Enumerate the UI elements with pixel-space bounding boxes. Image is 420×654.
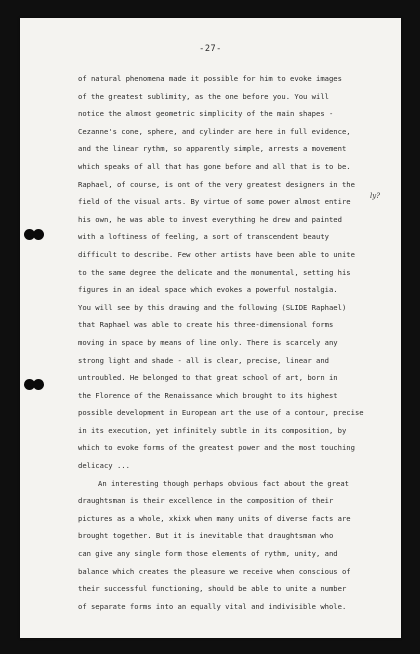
text-line: in its execution, yet infinitely subtle in its composition, by (78, 425, 347, 435)
text-line: which to evoke forms of the greatest power and the most touching (78, 443, 355, 453)
handwritten-margin-mark: ly? (370, 192, 380, 200)
text-line: of natural phenomena made it possible for him to evoke images (78, 74, 342, 83)
punch-hole (33, 229, 44, 240)
text-line: difficult to describe. Few other artists have been able to unite (78, 249, 355, 259)
text-line: Cezanne's cone, sphere, and cylinder are here in full evidence, (78, 126, 351, 136)
punch-hole (33, 379, 44, 390)
text-line: figures in an ideal space which evokes a powerful nostalgia. (78, 285, 338, 295)
text-line: field of the visual arts. By virtue of some power almost entire (78, 197, 351, 207)
typed-page (20, 18, 401, 638)
text-line: of the greatest sublimity, as the one before you. You will (78, 91, 329, 101)
text-line: moving in space by means of line only. There is scarcely any (78, 337, 338, 347)
text-line: with a loftiness of feeling, a sort of transcendent beauty (78, 232, 329, 242)
text-line: pictures as a whole, xkixk when many units of diverse facts are (78, 513, 351, 523)
text-line: their successful functioning, should be able to unite a number (78, 584, 347, 594)
text-line: which speaks of all that has gone before and all that is to be. (78, 161, 351, 171)
text-line: that Raphael was able to create his three-dimensional forms (78, 320, 334, 330)
text-line: balance which creates the pleasure we receive when conscious of (78, 566, 351, 576)
text-line: delicacy ... (78, 461, 130, 471)
text-line: strong light and shade - all is clear, precise, linear and (78, 355, 329, 365)
text-line: and the linear rythm, so apparently simple, arrests a movement (78, 144, 347, 154)
text-line: Raphael, of course, is ont of the very greatest designers in the (78, 179, 355, 189)
body-text (78, 70, 398, 615)
text-line: brought together. But it is inevitable that draughtsman who (78, 531, 334, 541)
text-line: his own, he was able to invest everything he drew and painted (78, 214, 342, 224)
text-line: You will see by this drawing and the following (SLIDE Raphael) (78, 302, 347, 312)
text-line: untroubled. He belonged to that great school of art, born in (78, 373, 338, 383)
text-line: can give any single form those elements of rythm, unity, and (78, 549, 338, 559)
text-line: to the same degree the delicate and the monumental, setting his (78, 267, 351, 277)
text-line: possible development in European art the use of a contour, precise (78, 408, 364, 418)
text-line: draughtsman is their excellence in the composition of their (78, 496, 334, 506)
text-line: the Florence of the Renaissance which brought to its highest (78, 390, 338, 400)
text-line: of separate forms into an equally vital and indivisible whole. (78, 601, 347, 611)
text-line: An interesting though perhaps obvious fact about the great (98, 478, 349, 488)
page-number: -27- (199, 44, 222, 54)
text-line: notice the almost geometric simplicity of the main shapes - (78, 109, 334, 119)
